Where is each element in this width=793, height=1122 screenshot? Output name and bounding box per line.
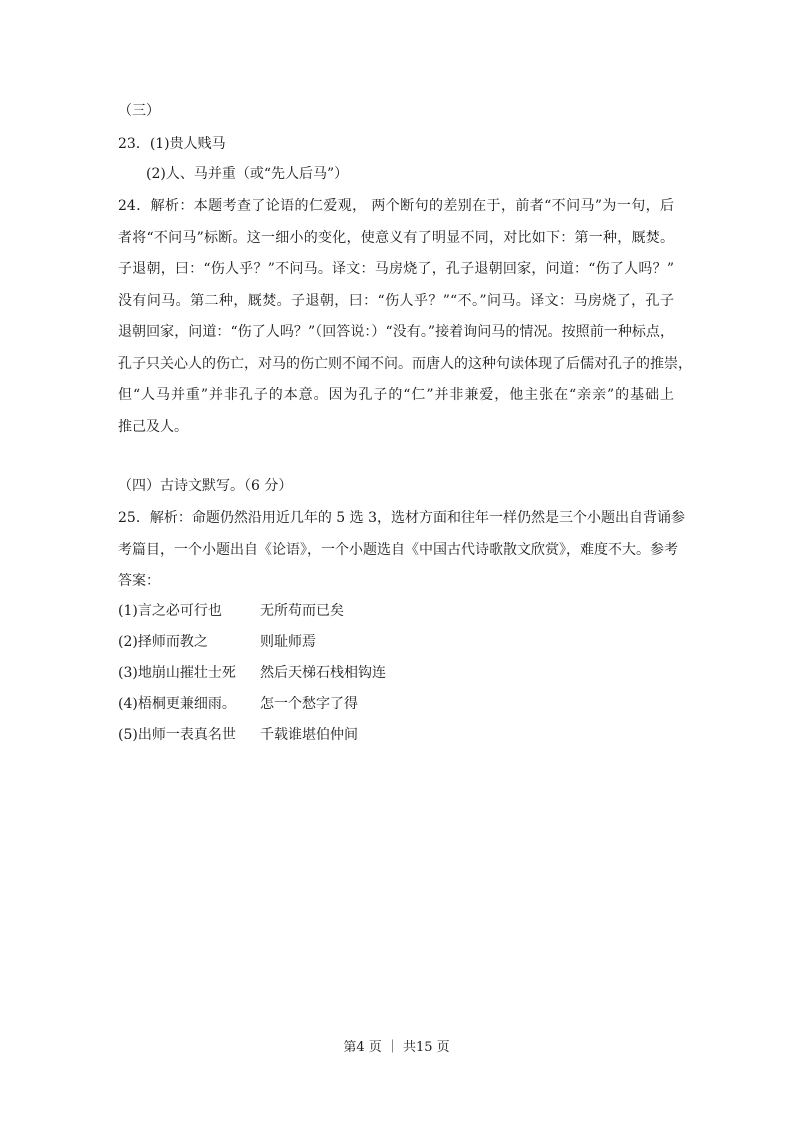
q24-line: 24．解析：本题考查了论语的仁爱观， 两个断句的差别在于，前者“不问马”为一句，后: [118, 198, 674, 214]
answer-second-half: 然后天梯石栈相钩连: [260, 665, 386, 681]
answer-row: [118, 601, 344, 621]
answer-row: [118, 632, 316, 652]
answer-first-half: (3)地崩山摧壮士死: [118, 665, 236, 681]
answer-first-half: (4)梧桐更兼细雨。: [118, 696, 236, 712]
answer-second-half: 千载谁堪伯仲间: [260, 727, 358, 743]
q24-line: 推己及人。: [118, 418, 188, 435]
answer-row: [118, 663, 386, 683]
answer-first-half: (2)择师而教之: [118, 634, 208, 650]
q25-line: 25．解析：命题仍然沿用近几年的 5 选 3，选材方面和往年一样仍然是三个小题出自背诵参: [118, 510, 685, 526]
section-3-heading: （三）: [118, 103, 160, 119]
q24-line: 孔子只关心人的伤亡，对马的伤亡则不闻不问。而唐人的这种句读体现了后儒对孔子的推崇，: [118, 355, 692, 372]
answer-second-half: 怎一个愁字了得: [260, 696, 358, 712]
q24-line: 者将“不问马”标断。这一细小的变化，使意义有了明显不同，对比如下：第一种，厩焚。: [118, 229, 674, 246]
answer-second-half: 则耻师焉: [260, 634, 316, 650]
answer-row: [118, 725, 358, 745]
q23-answer-1: 23．(1)贵人贱马: [118, 136, 226, 152]
answer-first-half: (1)言之必可行也: [118, 603, 222, 619]
q25-line: 考篇目，一个小题出自《论语》，一个小题选自《中国古代诗歌散文欣赏》，难度不大。参考: [118, 541, 678, 558]
q24-line: 子退朝，曰：“伤人乎？”不问马。译文：马房烧了，孔子退朝回家，问道：“伤了人吗？”: [118, 261, 674, 277]
q23-answer-2: (2)人、马并重（或“先人后马”）: [146, 166, 349, 182]
q25-line: 答案：: [118, 573, 160, 589]
q24-line: 没有问马。第二种，厩焚。子退朝，曰：“伤人乎？”“不。”问马。译文：马房烧了，孔子: [118, 292, 674, 309]
answer-row: [118, 694, 358, 714]
q24-line: 但“人马并重”并非孔子的本意。因为孔子的“仁”并非兼爱，他主张在“亲亲”的基础上: [118, 387, 674, 403]
section-4-heading: （四）古诗文默写。（6 分）: [118, 478, 293, 494]
q24-line: 退朝回家，问道：“伤了人吗？”（回答说：）“没有。”接着询问马的情况。按照前一种标点，: [118, 324, 674, 340]
page-footer: 第4 页 ｜ 共15 页: [343, 1040, 450, 1055]
q25-explanation: [118, 503, 685, 598]
answer-second-half: 无所苟而已矣: [260, 603, 344, 619]
q24-explanation: [118, 191, 692, 443]
answer-first-half: (5)出师一表真名世: [118, 727, 236, 743]
